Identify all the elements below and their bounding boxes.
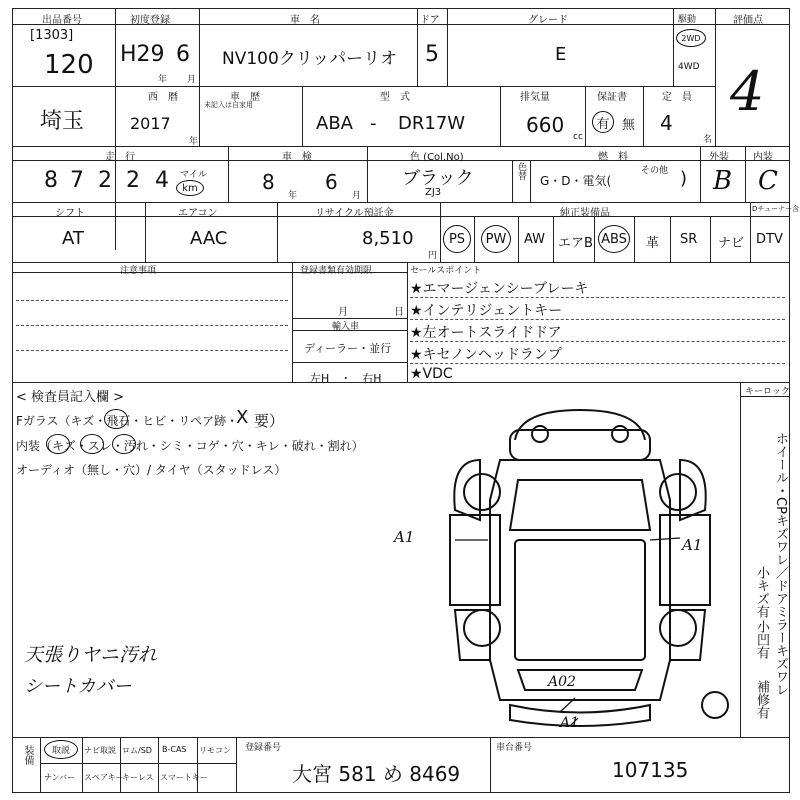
prefecture: 埼玉 — [40, 109, 85, 134]
warranty-label: 保証書 — [597, 92, 627, 103]
grade: E — [555, 44, 567, 65]
import-value: ディーラー・並行 — [304, 342, 392, 355]
chassis-number: 107135 — [612, 758, 689, 782]
equip-ps: PS — [448, 231, 466, 247]
year-unit: 年 — [158, 75, 168, 85]
western-year-label: 西 暦 — [148, 92, 178, 103]
equip-abs: ABS — [601, 231, 627, 247]
damage-mark: A1 — [560, 715, 580, 731]
door-label: ドア — [420, 15, 440, 26]
color: ブラック — [402, 168, 474, 189]
footer-plate-item: ナンバー — [44, 773, 76, 782]
first-reg-month: 6 — [176, 42, 190, 67]
drive-2wd: 2WD — [681, 33, 701, 43]
equip-sr: SR — [680, 232, 698, 247]
mileage-label: 走 行 — [105, 152, 135, 163]
chassis-label: 車台番号 — [496, 743, 533, 753]
glass-end: 要） — [254, 412, 285, 430]
mileage-digit: 4 — [155, 168, 169, 193]
deadline-day: 日 — [394, 307, 404, 318]
km-circle — [176, 180, 204, 196]
score-label: 評価点 — [733, 15, 763, 26]
model-dash: - — [370, 113, 377, 134]
fuel-other: その他 — [641, 166, 669, 176]
cc-unit: cc — [573, 132, 583, 142]
mile-unit: マイル — [180, 170, 207, 180]
lot-number: 120 — [44, 50, 94, 80]
lot-sub: [1303] — [30, 28, 74, 43]
equip-pw-circle — [481, 225, 511, 253]
repaired: 補修有 — [754, 680, 769, 719]
tuner-label: Dチューナー含 — [752, 205, 800, 213]
inspector-title: < 検査員記入欄 > — [16, 390, 125, 405]
equip-airbag: エアB — [558, 236, 593, 251]
km-unit: km — [182, 182, 198, 194]
exterior-label: 外装 — [709, 152, 729, 163]
deadline-month: 月 — [338, 307, 348, 318]
equip-navi: ナビ — [718, 236, 745, 251]
equip-aw: AW — [524, 232, 546, 247]
interior-scratch-circle — [46, 434, 70, 454]
capacity: 4 — [660, 111, 673, 135]
history-note: 未記入は自家用 — [204, 101, 253, 109]
side-legend: ホイール・CPキズワレ／ドアミラーキズワレ — [773, 432, 788, 696]
shift-label: シフト — [55, 208, 85, 219]
audio-line: オーディオ（無し・穴）/ タイヤ（スタッドレス） — [16, 463, 287, 477]
exterior-grade: B — [713, 166, 733, 196]
caution-label: 注意事項 — [120, 266, 157, 276]
yen-unit: 円 — [428, 251, 438, 261]
sales-point: ★キセノンヘッドランプ — [410, 347, 562, 363]
footer-manual: 取説 — [51, 746, 70, 756]
sales-point: ★左オートスライドドア — [410, 325, 562, 341]
car-name: NV100クリッパーリオ — [222, 49, 397, 69]
equip-pw: PW — [485, 231, 507, 247]
car-name-label: 車 名 — [290, 15, 320, 26]
color-no: ZJ3 — [425, 187, 442, 198]
plate-label: 登録番号 — [245, 743, 282, 753]
displacement-label: 排気量 — [520, 92, 550, 103]
small-scratch: 小キズ有 — [754, 566, 769, 618]
month-unit: 月 — [187, 75, 197, 85]
footer-bcas: B-CAS — [162, 745, 187, 754]
person-unit: 名 — [703, 135, 713, 145]
small-dent: 小凹有 — [754, 620, 769, 659]
score: 4 — [730, 60, 765, 123]
sales-label: セールスポイント — [410, 266, 482, 276]
glass-mark: X — [236, 407, 249, 428]
color-label: 色 (Col.No) — [410, 152, 464, 163]
handwritten-note-1: 天張りヤニ汚れ — [24, 644, 158, 666]
inspection-tsuki: 月 — [352, 191, 362, 201]
shift: AT — [62, 228, 84, 249]
ac: AAC — [190, 228, 228, 249]
sales-point: ★インテリジェントキー — [410, 303, 563, 319]
inspection-year: 8 — [262, 170, 275, 194]
equip-label: 純正装備品 — [560, 208, 610, 219]
first-reg-label: 初度登録 — [130, 15, 170, 26]
damage-mark: A1 — [394, 528, 415, 546]
displacement: 660 — [526, 113, 565, 137]
model-label: 型 式 — [380, 92, 410, 103]
equip-leather: 革 — [646, 236, 660, 251]
handle-side: 左H ・ 右H — [310, 372, 382, 385]
car-damage-diagram — [420, 400, 740, 740]
history-label: 車 歴 — [230, 92, 260, 103]
model-b: DR17W — [398, 113, 466, 134]
mileage-digit: 2 — [98, 168, 112, 193]
footer-keyless: キーレス — [122, 773, 154, 782]
recolor-label: 色替 — [516, 162, 526, 180]
doors: 5 — [425, 42, 439, 67]
footer-spare-key: スペアキー — [84, 773, 124, 782]
equip-ps-circle — [443, 225, 471, 253]
fuel-close: ) — [680, 168, 688, 189]
footer-equip-label: 装備 — [22, 745, 33, 765]
footer-rom-sd: ロム/SD — [122, 746, 152, 755]
mileage-digit: 7 — [70, 168, 84, 193]
footer-remote: リモコン — [199, 746, 231, 755]
grade-label: グレード — [528, 15, 568, 26]
equip-dtv: DTV — [756, 232, 783, 247]
capacity-label: 定 員 — [662, 92, 692, 103]
key-lock-label: キーロック — [745, 387, 790, 397]
glass-chip-circle — [104, 409, 128, 429]
inspection-month: 6 — [325, 170, 338, 194]
first-reg-era: H29 — [120, 42, 165, 67]
damage-mark: A02 — [548, 674, 576, 690]
fuel-options: G・D・電気( — [540, 174, 612, 188]
fuel-label: 燃 料 — [598, 152, 628, 163]
interior-grade: C — [758, 166, 778, 196]
recycle-label: リサイクル預託金 — [315, 208, 394, 219]
warranty-yes: 有 — [596, 116, 610, 132]
equip-abs-circle — [598, 225, 630, 253]
sales-point: ★VDC — [410, 366, 453, 382]
lot-label: 出品番号 — [42, 15, 82, 26]
row2-year-unit: 年 — [189, 137, 199, 147]
damage-mark: A1 — [682, 536, 703, 554]
warranty-no: 無 — [622, 118, 636, 133]
inspection-nen: 年 — [288, 191, 298, 201]
drive-4wd: 4WD — [678, 62, 700, 72]
footer-navi-manual: ナビ取説 — [84, 746, 116, 755]
drive-2wd-circle — [676, 29, 706, 47]
mileage-digit: 2 — [126, 168, 140, 193]
sales-point: ★エマージェンシーブレーキ — [410, 281, 589, 297]
recycle-fee: 8,510 — [362, 228, 414, 249]
warranty-yes-circle — [592, 111, 614, 133]
mileage-digit: 8 — [44, 168, 58, 193]
handwritten-note-2: シートカバー — [24, 676, 132, 697]
ac-label: エアコン — [178, 208, 218, 219]
interior-dirt-circle — [112, 434, 136, 454]
interior-rub-circle — [80, 434, 104, 454]
interior-line: 内装（キズ・スレ・汚れ・シミ・コゲ・穴・キレ・破れ・割れ） — [16, 439, 364, 453]
plate-number: 大宮 581 め 8469 — [292, 762, 461, 786]
drive-label: 駆動 — [678, 15, 697, 25]
deadline-label: 登録書類有効期限 — [300, 266, 373, 276]
inspection-label: 車 検 — [282, 152, 312, 163]
western-year: 2017 — [130, 114, 171, 133]
glass-line: Fガラス（キズ・飛石・ヒビ・リペア跡・ — [16, 414, 239, 428]
interior-label: 内装 — [753, 152, 773, 163]
import-label: 輸入車 — [332, 322, 360, 332]
footer-smart-key: スマートキー — [160, 773, 208, 782]
manual-circle — [44, 740, 78, 759]
model-a: ABA — [316, 113, 353, 134]
